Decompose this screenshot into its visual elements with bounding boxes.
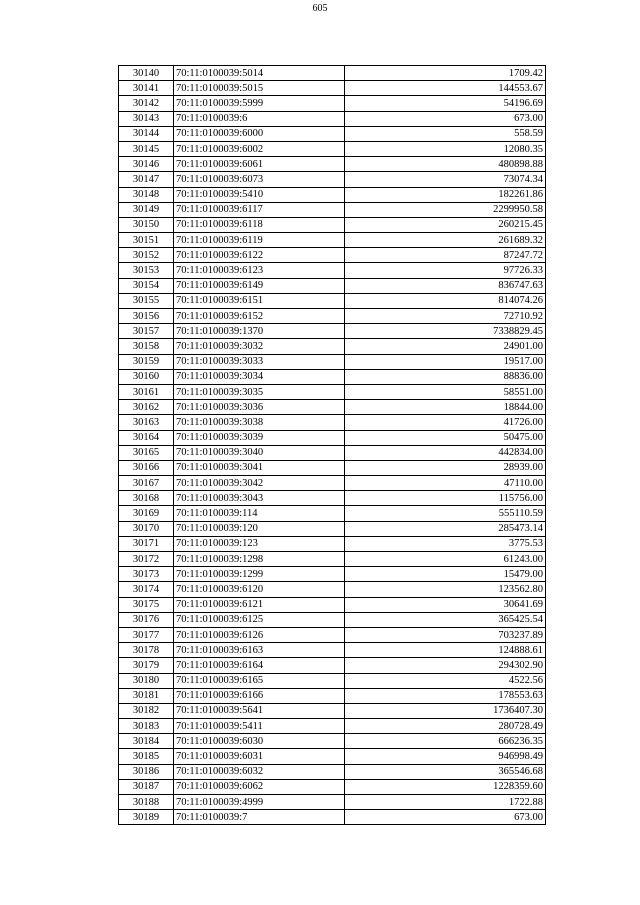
row-number-cell: 30180 (119, 673, 174, 688)
value-cell: 946998.49 (345, 749, 546, 764)
row-number-cell: 30182 (119, 703, 174, 718)
row-number-cell: 30179 (119, 658, 174, 673)
table-row (119, 476, 546, 491)
table-row (119, 81, 546, 96)
row-number-cell: 30155 (119, 293, 174, 308)
value-cell: 3775.53 (345, 536, 546, 551)
row-number-cell: 30170 (119, 521, 174, 536)
row-number-cell: 30161 (119, 384, 174, 399)
value-cell: 19517.00 (345, 354, 546, 369)
cadastral-number-cell: 70:11:0100039:6149 (174, 278, 345, 293)
cadastral-number-cell: 70:11:0100039:6117 (174, 202, 345, 217)
row-number-cell: 30183 (119, 719, 174, 734)
cadastral-number-cell: 70:11:0100039:5411 (174, 719, 345, 734)
row-number-cell: 30143 (119, 111, 174, 126)
row-number-cell: 30168 (119, 491, 174, 506)
value-cell: 182261.86 (345, 187, 546, 202)
cadastral-number-cell: 70:11:0100039:3032 (174, 339, 345, 354)
cadastral-number-cell: 70:11:0100039:6122 (174, 248, 345, 263)
table-row (119, 339, 546, 354)
cadastral-number-cell: 70:11:0100039:6073 (174, 172, 345, 187)
table-row (119, 567, 546, 582)
row-number-cell: 30188 (119, 795, 174, 810)
row-number-cell: 30144 (119, 126, 174, 141)
value-cell: 285473.14 (345, 521, 546, 536)
table-row (119, 415, 546, 430)
cadastral-number-cell: 70:11:0100039:6031 (174, 749, 345, 764)
value-cell: 115756.00 (345, 491, 546, 506)
row-number-cell: 30152 (119, 248, 174, 263)
row-number-cell: 30158 (119, 339, 174, 354)
table-row (119, 263, 546, 278)
cadastral-number-cell: 70:11:0100039:114 (174, 506, 345, 521)
cadastral-number-cell: 70:11:0100039:6118 (174, 217, 345, 232)
value-cell: 72710.92 (345, 309, 546, 324)
row-number-cell: 30149 (119, 202, 174, 217)
table-row (119, 795, 546, 810)
table-row (119, 66, 546, 81)
cadastral-number-cell: 70:11:0100039:6166 (174, 688, 345, 703)
table-row (119, 521, 546, 536)
value-cell: 558.59 (345, 126, 546, 141)
row-number-cell: 30175 (119, 597, 174, 612)
value-cell: 97726.33 (345, 263, 546, 278)
cadastral-number-cell: 70:11:0100039:5999 (174, 96, 345, 111)
cadastral-number-cell: 70:11:0100039:3040 (174, 445, 345, 460)
row-number-cell: 30165 (119, 445, 174, 460)
value-cell: 30641.69 (345, 597, 546, 612)
page-number: 605 (312, 3, 328, 14)
row-number-cell: 30185 (119, 749, 174, 764)
table-row (119, 612, 546, 627)
cadastral-number-cell: 70:11:0100039:3035 (174, 384, 345, 399)
row-number-cell: 30166 (119, 460, 174, 475)
table-row (119, 719, 546, 734)
value-cell: 480898.88 (345, 157, 546, 172)
value-cell: 87247.72 (345, 248, 546, 263)
row-number-cell: 30162 (119, 400, 174, 415)
table-row (119, 536, 546, 551)
cadastral-number-cell: 70:11:0100039:6032 (174, 764, 345, 779)
value-cell: 47110.00 (345, 476, 546, 491)
row-number-cell: 30151 (119, 233, 174, 248)
table-row (119, 324, 546, 339)
table-row (119, 172, 546, 187)
cadastral-number-cell: 70:11:0100039:6151 (174, 293, 345, 308)
value-cell: 365546.68 (345, 764, 546, 779)
row-number-cell: 30187 (119, 779, 174, 794)
table-row (119, 582, 546, 597)
table-row (119, 491, 546, 506)
table-row (119, 764, 546, 779)
cadastral-number-cell: 70:11:0100039:6 (174, 111, 345, 126)
cadastral-number-cell: 70:11:0100039:3038 (174, 415, 345, 430)
cadastral-number-cell: 70:11:0100039:3043 (174, 491, 345, 506)
row-number-cell: 30167 (119, 476, 174, 491)
table-row (119, 278, 546, 293)
table-row (119, 643, 546, 658)
cadastral-number-cell: 70:11:0100039:5641 (174, 703, 345, 718)
cadastral-number-cell: 70:11:0100039:3034 (174, 369, 345, 384)
table-row (119, 111, 546, 126)
row-number-cell: 30184 (119, 734, 174, 749)
table-row (119, 734, 546, 749)
row-number-cell: 30145 (119, 141, 174, 156)
value-cell: 4522.56 (345, 673, 546, 688)
value-cell: 50475.00 (345, 430, 546, 445)
value-cell: 836747.63 (345, 278, 546, 293)
table-row (119, 552, 546, 567)
table-row (119, 369, 546, 384)
value-cell: 28939.00 (345, 460, 546, 475)
cadastral-number-cell: 70:11:0100039:6062 (174, 779, 345, 794)
value-cell: 673.00 (345, 810, 546, 825)
row-number-cell: 30171 (119, 536, 174, 551)
row-number-cell: 30146 (119, 157, 174, 172)
row-number-cell: 30178 (119, 643, 174, 658)
cadastral-number-cell: 70:11:0100039:120 (174, 521, 345, 536)
row-number-cell: 30156 (119, 309, 174, 324)
row-number-cell: 30189 (119, 810, 174, 825)
table-row (119, 384, 546, 399)
value-cell: 144553.67 (345, 81, 546, 96)
table-row (119, 506, 546, 521)
value-cell: 442834.00 (345, 445, 546, 460)
value-cell: 54196.69 (345, 96, 546, 111)
value-cell: 18844.00 (345, 400, 546, 415)
row-number-cell: 30147 (119, 172, 174, 187)
table-row (119, 400, 546, 415)
cadastral-number-cell: 70:11:0100039:6123 (174, 263, 345, 278)
value-cell: 61243.00 (345, 552, 546, 567)
cadastral-number-cell: 70:11:0100039:5014 (174, 66, 345, 81)
cadastral-number-cell: 70:11:0100039:5410 (174, 187, 345, 202)
value-cell: 41726.00 (345, 415, 546, 430)
cadastral-value-table (118, 65, 546, 825)
cadastral-number-cell: 70:11:0100039:6119 (174, 233, 345, 248)
value-cell: 178553.63 (345, 688, 546, 703)
table-row (119, 233, 546, 248)
row-number-cell: 30176 (119, 612, 174, 627)
cadastral-number-cell: 70:11:0100039:1298 (174, 552, 345, 567)
value-cell: 703237.89 (345, 627, 546, 642)
cadastral-number-cell: 70:11:0100039:6163 (174, 643, 345, 658)
table-row (119, 673, 546, 688)
cadastral-number-cell: 70:11:0100039:6126 (174, 627, 345, 642)
row-number-cell: 30148 (119, 187, 174, 202)
row-number-cell: 30164 (119, 430, 174, 445)
cadastral-number-cell: 70:11:0100039:3039 (174, 430, 345, 445)
value-cell: 261689.32 (345, 233, 546, 248)
table-row (119, 248, 546, 263)
value-cell: 124888.61 (345, 643, 546, 658)
cadastral-number-cell: 70:11:0100039:6165 (174, 673, 345, 688)
cadastral-number-cell: 70:11:0100039:3033 (174, 354, 345, 369)
cadastral-number-cell: 70:11:0100039:6120 (174, 582, 345, 597)
table-row (119, 703, 546, 718)
table-row (119, 96, 546, 111)
table-row (119, 354, 546, 369)
row-number-cell: 30160 (119, 369, 174, 384)
table-row (119, 126, 546, 141)
table-row (119, 688, 546, 703)
cadastral-number-cell: 70:11:0100039:6121 (174, 597, 345, 612)
value-cell: 24901.00 (345, 339, 546, 354)
value-cell: 15479.00 (345, 567, 546, 582)
cadastral-number-cell: 70:11:0100039:6125 (174, 612, 345, 627)
table-row (119, 810, 546, 825)
row-number-cell: 30140 (119, 66, 174, 81)
cadastral-number-cell: 70:11:0100039:7 (174, 810, 345, 825)
table-row (119, 157, 546, 172)
table-row (119, 202, 546, 217)
cadastral-number-cell: 70:11:0100039:4999 (174, 795, 345, 810)
table-row (119, 187, 546, 202)
value-cell: 58551.00 (345, 384, 546, 399)
table-row (119, 658, 546, 673)
row-number-cell: 30154 (119, 278, 174, 293)
cadastral-number-cell: 70:11:0100039:123 (174, 536, 345, 551)
row-number-cell: 30172 (119, 552, 174, 567)
row-number-cell: 30174 (119, 582, 174, 597)
row-number-cell: 30153 (119, 263, 174, 278)
value-cell: 294302.90 (345, 658, 546, 673)
value-cell: 555110.59 (345, 506, 546, 521)
value-cell: 2299950.58 (345, 202, 546, 217)
cadastral-number-cell: 70:11:0100039:6000 (174, 126, 345, 141)
table-body (119, 66, 546, 825)
row-number-cell: 30142 (119, 96, 174, 111)
cadastral-number-cell: 70:11:0100039:6030 (174, 734, 345, 749)
value-cell: 73074.34 (345, 172, 546, 187)
value-cell: 814074.26 (345, 293, 546, 308)
value-cell: 1722.88 (345, 795, 546, 810)
value-cell: 666236.35 (345, 734, 546, 749)
cadastral-number-cell: 70:11:0100039:3041 (174, 460, 345, 475)
row-number-cell: 30169 (119, 506, 174, 521)
table-row (119, 309, 546, 324)
cadastral-number-cell: 70:11:0100039:6164 (174, 658, 345, 673)
cadastral-number-cell: 70:11:0100039:6002 (174, 141, 345, 156)
table-row (119, 779, 546, 794)
table-row (119, 749, 546, 764)
row-number-cell: 30141 (119, 81, 174, 96)
value-cell: 673.00 (345, 111, 546, 126)
cadastral-number-cell: 70:11:0100039:3042 (174, 476, 345, 491)
table-row (119, 627, 546, 642)
row-number-cell: 30157 (119, 324, 174, 339)
value-cell: 280728.49 (345, 719, 546, 734)
row-number-cell: 30150 (119, 217, 174, 232)
cadastral-number-cell: 70:11:0100039:3036 (174, 400, 345, 415)
table-row (119, 141, 546, 156)
row-number-cell: 30186 (119, 764, 174, 779)
row-number-cell: 30163 (119, 415, 174, 430)
value-cell: 7338829.45 (345, 324, 546, 339)
table-row (119, 293, 546, 308)
row-number-cell: 30173 (119, 567, 174, 582)
cadastral-number-cell: 70:11:0100039:1370 (174, 324, 345, 339)
row-number-cell: 30159 (119, 354, 174, 369)
value-cell: 260215.45 (345, 217, 546, 232)
table-row (119, 445, 546, 460)
value-cell: 88836.00 (345, 369, 546, 384)
table-row (119, 217, 546, 232)
value-cell: 1709.42 (345, 66, 546, 81)
row-number-cell: 30177 (119, 627, 174, 642)
value-cell: 1228359.60 (345, 779, 546, 794)
row-number-cell: 30181 (119, 688, 174, 703)
value-cell: 12080.35 (345, 141, 546, 156)
value-cell: 365425.54 (345, 612, 546, 627)
cadastral-number-cell: 70:11:0100039:1299 (174, 567, 345, 582)
value-cell: 1736407.30 (345, 703, 546, 718)
table-row (119, 460, 546, 475)
cadastral-number-cell: 70:11:0100039:6061 (174, 157, 345, 172)
table-row (119, 430, 546, 445)
cadastral-number-cell: 70:11:0100039:6152 (174, 309, 345, 324)
value-cell: 123562.80 (345, 582, 546, 597)
cadastral-number-cell: 70:11:0100039:5015 (174, 81, 345, 96)
table-row (119, 597, 546, 612)
